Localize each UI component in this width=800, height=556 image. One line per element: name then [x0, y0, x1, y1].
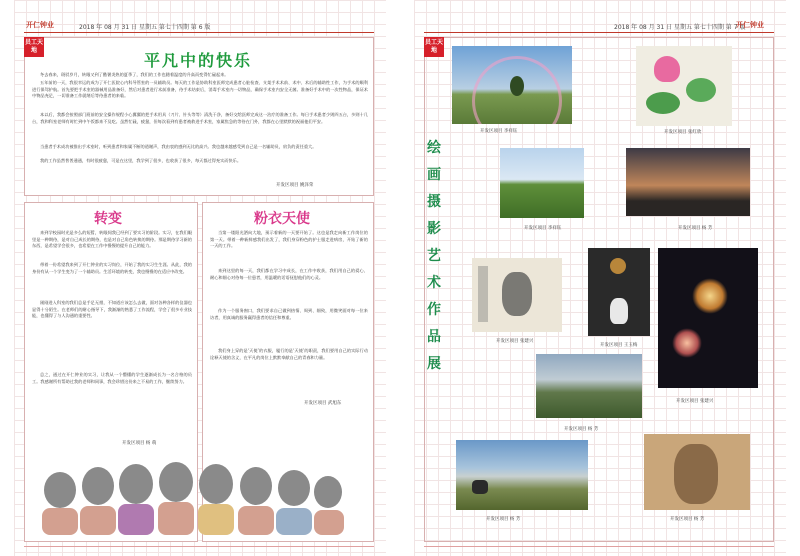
paragraph: 本以后，我都会按照部门班前的安全操作规程小心翼翼的把手术用具（刀片、针头等等）清洗干净，备好交给医师完成这一治疗的准备工作。每日手术患者少则四五台，多则十几台，我和科室老师有时忙到中午饭都来不及吃。虽然忙碌，疲惫，但每次看到有患者被救进手术室，家属焦急的等待在门外，我都在心里默默的祝福他们平安。: [32, 112, 368, 124]
group-illustration: [30, 420, 350, 535]
photo-caption: 开发区项目 李祥钰: [524, 226, 562, 231]
photo-fireworks: [658, 248, 758, 388]
right-page: [414, 0, 786, 556]
title-char: 展: [427, 356, 441, 372]
title-char: 影: [427, 221, 441, 237]
photo-rainbow-landscape: [452, 46, 572, 124]
left-page: [14, 0, 386, 556]
photo-yak-mountains: [456, 440, 588, 510]
masthead-left: 开仁钟业: [26, 21, 54, 29]
title-char: 术: [427, 275, 441, 291]
article-title-pink-angel: 粉衣天使: [254, 211, 310, 227]
photo-caption: 开发区项目 张红欣: [664, 130, 702, 135]
photo-lotus-painting: [636, 46, 732, 126]
photo-valley: [536, 354, 642, 418]
article-title-change: 转变: [94, 211, 122, 227]
paragraph: 来到学校园时光是多么的短暂，转眼间我已经到了要实习的阶段。实习，在我们眼里是一种期待，是对自己成长的期待，也是对自己角色转换的期待。那是期待学习新的东西，是希望学会很多，也希望在工作中慢慢的提升自己的能力。: [32, 230, 192, 249]
title-char: 绘: [427, 140, 441, 156]
issue-info-left: 2018 年 08 月 31 日 星期五 第七十四期 第 6 版: [79, 24, 211, 31]
paragraph: 带着一份希望我来到了开仁钟业的实习岗位，开始了我的实习生生涯。从此，我的身份有从一个学生变为了一个辅助员。生活环境的转变，我也慢慢的在适应中改变。: [32, 262, 192, 274]
masthead-right: 开仁钟业: [736, 21, 764, 29]
photo-camel: [644, 434, 750, 510]
photo-caption: 开发区项目 张建兴: [676, 399, 714, 404]
header-rule: [424, 32, 774, 33]
title-char: 作: [427, 302, 441, 318]
footer-rule: [424, 546, 774, 547]
article-signature: 开发区项目 姚泽荣: [276, 183, 314, 188]
paragraph: 来到这里的每一天，我们都在学习中成长，在工作中收获，我们用自己的爱心、耐心和细心对待每一位患者，用温暖的话语抚慰他们的心灵。: [210, 268, 368, 280]
photo-grassland: [500, 148, 584, 218]
paragraph: 五年前的一天，我很幸运的成为了开仁医院心内科导管室的一员辅助员。每天的工作是协助科室医师完成患者心脏检查、支架手术术前、术中、术后的辅助性工作，为手术的顺利进行保驾护航。首先要把手术室的器械用品准备好，然后对患者进行术前准备，待手术结束后，消毒手术室内一切物品，确保手术室内安全无菌。准备好手术中的一次性物品，保证术中物品充足，一切准备工作就绪后等待患者的来临。: [32, 80, 368, 99]
photo-caption: 开发区项目 杨 芳: [678, 226, 713, 231]
photo-vase-still-life: [588, 248, 650, 336]
paragraph: 作为一个服务窗口，我们要求自己做到热情、周到、细致，用微笑面对每一位来访者，用真诚的服务赢得患者的信任和尊重。: [210, 308, 368, 320]
title-char: 品: [427, 329, 441, 345]
paragraph: 刚刚进入科室的我们总是手足无措，不知道应该怎么去做，面对各种各样的仪器也显得十分陌生。在老师们的耐心指导下，我渐渐的熟悉了工作流程，学会了很多专业技能，也懂得了与人沟通的重要性。: [32, 300, 192, 319]
photo-ink-painting: [472, 258, 562, 332]
photo-caption: 开发区项目 杨 芳: [564, 427, 599, 432]
photo-caption: 开发区项目 杨 芳: [486, 517, 521, 522]
paragraph: 我们身上穿的是‘天使’的衣服，履行的是‘天使’的职责，我们要用自己的实际行动诠释天使的含义，在平凡的岗位上默默奉献自己的青春和力量。: [210, 348, 368, 360]
paragraph: 当第一缕阳光洒向大地，预示着新的一天要开始了。这也是我走向新工作岗位的第一天。带着一种新鲜感我们出发了，我们身穿粉色的护士服走进病房，开始了新的一天的工作。: [210, 230, 368, 249]
section-badge-left: 员工天地: [24, 37, 44, 57]
photo-caption: 开发区项目 李祥钰: [480, 129, 518, 134]
header-rule: [24, 32, 374, 33]
issue-info-right: 2018 年 08 月 31 日 星期五 第七十四期 第 7 版: [614, 24, 746, 31]
paragraph: 冬去春来，斑驳岁月，转眼又到了酷暑炎热的夏季了，我们的工作也随着温度的升高而变得忙碌起来。: [40, 72, 229, 77]
photo-caption: 开发区项目 杨 芳: [670, 517, 705, 522]
article-signature: 开发区项目 杨 萌: [122, 441, 157, 446]
title-char: 摄: [427, 194, 441, 210]
photo-sunset-clouds: [626, 148, 750, 216]
gallery-vertical-title: [424, 135, 444, 378]
title-char: 画: [427, 167, 441, 183]
paragraph: 总之，通过在开仁钟业的实习，让我从一个懵懂的学生逐渐成长为一名合格的员工。我感谢所有帮助过我的老师和同事，我会珍惜这份来之不易的工作，继续努力。: [32, 372, 192, 384]
paragraph: 当患者手术成功被推出手术室时，听到患者和家属不断的道谢声，我由衷的感到无比的高兴。我也越来越感受到自己是一名辅助员，肩负的责任重大。: [40, 144, 317, 149]
article-title-happiness: 平凡中的快乐: [144, 51, 253, 70]
title-char: 艺: [427, 248, 441, 264]
section-badge-right: 员工天地: [424, 37, 444, 57]
photo-caption: 开发区项目 王玉梅: [600, 343, 638, 348]
footer-rule: [24, 546, 374, 547]
article-signature: 开发区项目 武旭东: [304, 401, 342, 406]
photo-caption: 开发区项目 张建兴: [496, 339, 534, 344]
paragraph: 我的工作虽然普普通通，有时很疲惫，可是在这里，我学到了很多，也收获了很多，每天都过得充实而快乐。: [40, 158, 242, 163]
